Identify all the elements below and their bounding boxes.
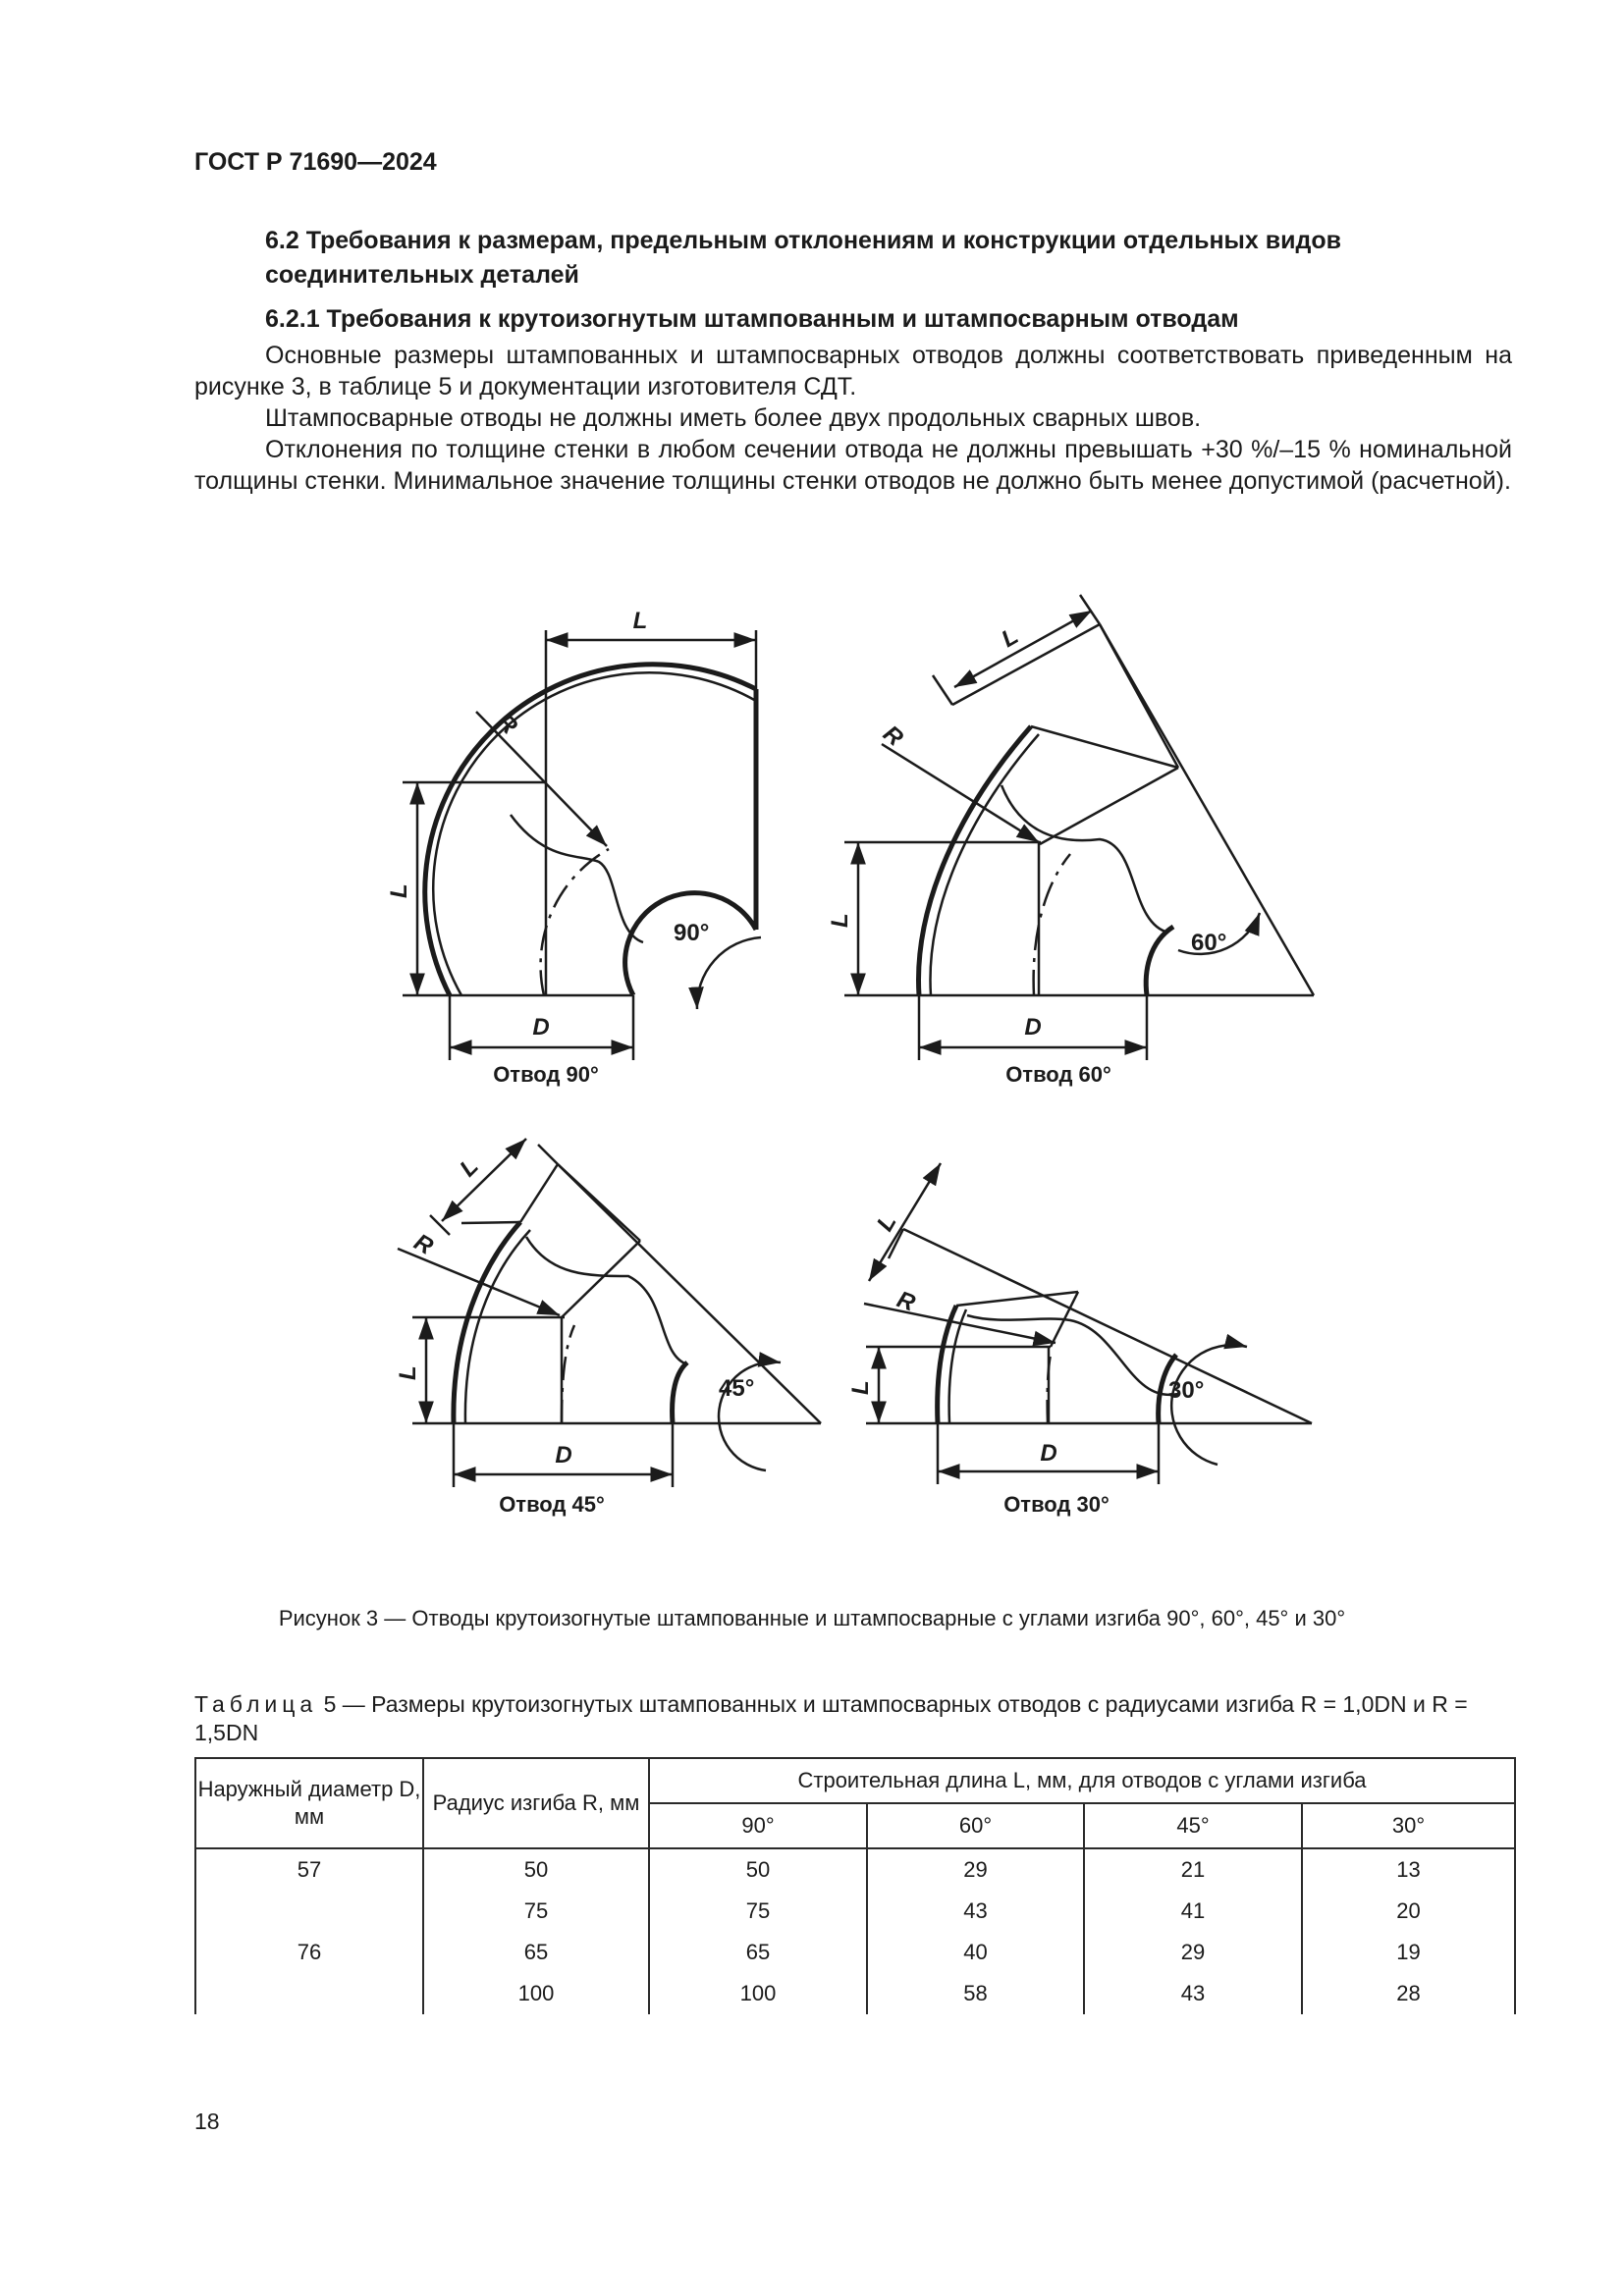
cell: 28 <box>1302 1973 1515 2014</box>
elbow-30-drawing <box>864 1163 1312 1484</box>
cell: 50 <box>649 1848 867 1891</box>
label-r-45: R <box>409 1228 438 1260</box>
elbow-90-drawing <box>403 630 761 1060</box>
document-code: ГОСТ Р 71690—2024 <box>194 148 437 176</box>
figure-caption: Рисунок 3 — Отводы крутоизогнутые штампованные и штампосварные с углами изгиба 90°, 60°, 45° и 30° <box>278 1606 1346 1630</box>
page-number: 18 <box>194 2109 220 2134</box>
table-caption-text: 5 — Размеры крутоизогнутых штампованных и штампосварных отводов с радиусами изгиба R = 1,0DN и R = 1,5DN <box>194 1691 1468 1745</box>
table-caption <box>194 1690 1520 1747</box>
label-d-30: D <box>1040 1440 1057 1467</box>
table-dimensions <box>194 1757 1514 2014</box>
cell: 20 <box>1302 1891 1515 1932</box>
angle-60: 60° <box>1191 930 1227 956</box>
label-l-30-top: L <box>871 1209 902 1236</box>
caption-elbow-30: Отвод 30° <box>1003 1492 1110 1517</box>
cell: 76 <box>195 1932 423 1973</box>
header-diameter: Наружный диаметр D, мм <box>195 1758 423 1848</box>
paragraph-2: Штампосварные отводы не должны иметь более двух продольных сварных швов. <box>265 404 1202 432</box>
table-row <box>195 1932 1515 1973</box>
cell <box>195 1891 423 1932</box>
label-d-90: D <box>532 1014 550 1041</box>
cell: 100 <box>649 1973 867 2014</box>
cell: 100 <box>423 1973 649 2014</box>
cell: 13 <box>1302 1848 1515 1891</box>
cell: 43 <box>867 1891 1084 1932</box>
label-l-60-top: L <box>997 622 1023 654</box>
label-l-45-side: L <box>395 1365 421 1380</box>
label-l-90-side: L <box>386 883 412 898</box>
cell: 58 <box>867 1973 1084 2014</box>
label-l-60-side: L <box>827 913 853 928</box>
elbow-45-drawing <box>398 1139 821 1487</box>
header-angle-90: 90° <box>649 1803 867 1848</box>
table-row <box>195 1891 1515 1932</box>
cell: 29 <box>1084 1932 1302 1973</box>
label-l-30-side: L <box>847 1380 874 1395</box>
table-row <box>195 1973 1515 2014</box>
angle-30: 30° <box>1168 1377 1205 1404</box>
cell: 65 <box>649 1932 867 1973</box>
cell: 29 <box>867 1848 1084 1891</box>
paragraph-3: Отклонения по толщине стенки в любом сечении отвода не должны превышать +30 %/–15 % номинальной толщины стенки. Минимальное значение толщины стенки отводов не должно быть менее допустимой (расчетной). <box>194 436 1512 495</box>
caption-elbow-90: Отвод 90° <box>493 1062 599 1087</box>
cell: 75 <box>649 1891 867 1932</box>
label-l-45-top: L <box>455 1152 484 1183</box>
header-radius: Радиус изгиба R, мм <box>423 1758 649 1848</box>
cell: 65 <box>423 1932 649 1973</box>
cell: 43 <box>1084 1973 1302 2014</box>
header-angle-60: 60° <box>867 1803 1084 1848</box>
section-title: 6.2 Требования к размерам, предельным отклонениям и конструкции отдельных видов соединительных деталей <box>265 227 1341 289</box>
table-caption-prefix: Таблица <box>194 1691 318 1717</box>
label-r-30: R <box>893 1286 919 1317</box>
caption-elbow-60: Отвод 60° <box>1005 1062 1111 1087</box>
cell: 41 <box>1084 1891 1302 1932</box>
cell <box>195 1973 423 2014</box>
cell: 21 <box>1084 1848 1302 1891</box>
caption-elbow-45: Отвод 45° <box>499 1492 605 1517</box>
angle-90: 90° <box>674 920 710 946</box>
cell: 50 <box>423 1848 649 1891</box>
label-r-60: R <box>878 720 908 752</box>
subsection-title: 6.2.1 Требования к крутоизогнутым штампованным и штампосварным отводам <box>265 305 1239 333</box>
header-angle-30: 30° <box>1302 1803 1515 1848</box>
label-d-60: D <box>1024 1014 1042 1041</box>
header-length: Строительная длина L, мм, для отводов с углами изгиба <box>649 1758 1515 1803</box>
cell: 57 <box>195 1848 423 1891</box>
label-r-90: R <box>491 709 523 740</box>
cell: 19 <box>1302 1932 1515 1973</box>
label-d-45: D <box>555 1442 572 1468</box>
elbow-60-drawing <box>844 595 1314 1060</box>
paragraph-1: Основные размеры штампованных и штампосварных отводов должны соответствовать приведенным на рисунке 3, в таблице 5 и документации изготовителя СДТ. <box>194 342 1512 400</box>
label-l-90-top: L <box>632 608 648 634</box>
header-angle-45: 45° <box>1084 1803 1302 1848</box>
cell: 75 <box>423 1891 649 1932</box>
angle-45: 45° <box>719 1375 755 1402</box>
table-row <box>195 1848 1515 1891</box>
cell: 40 <box>867 1932 1084 1973</box>
